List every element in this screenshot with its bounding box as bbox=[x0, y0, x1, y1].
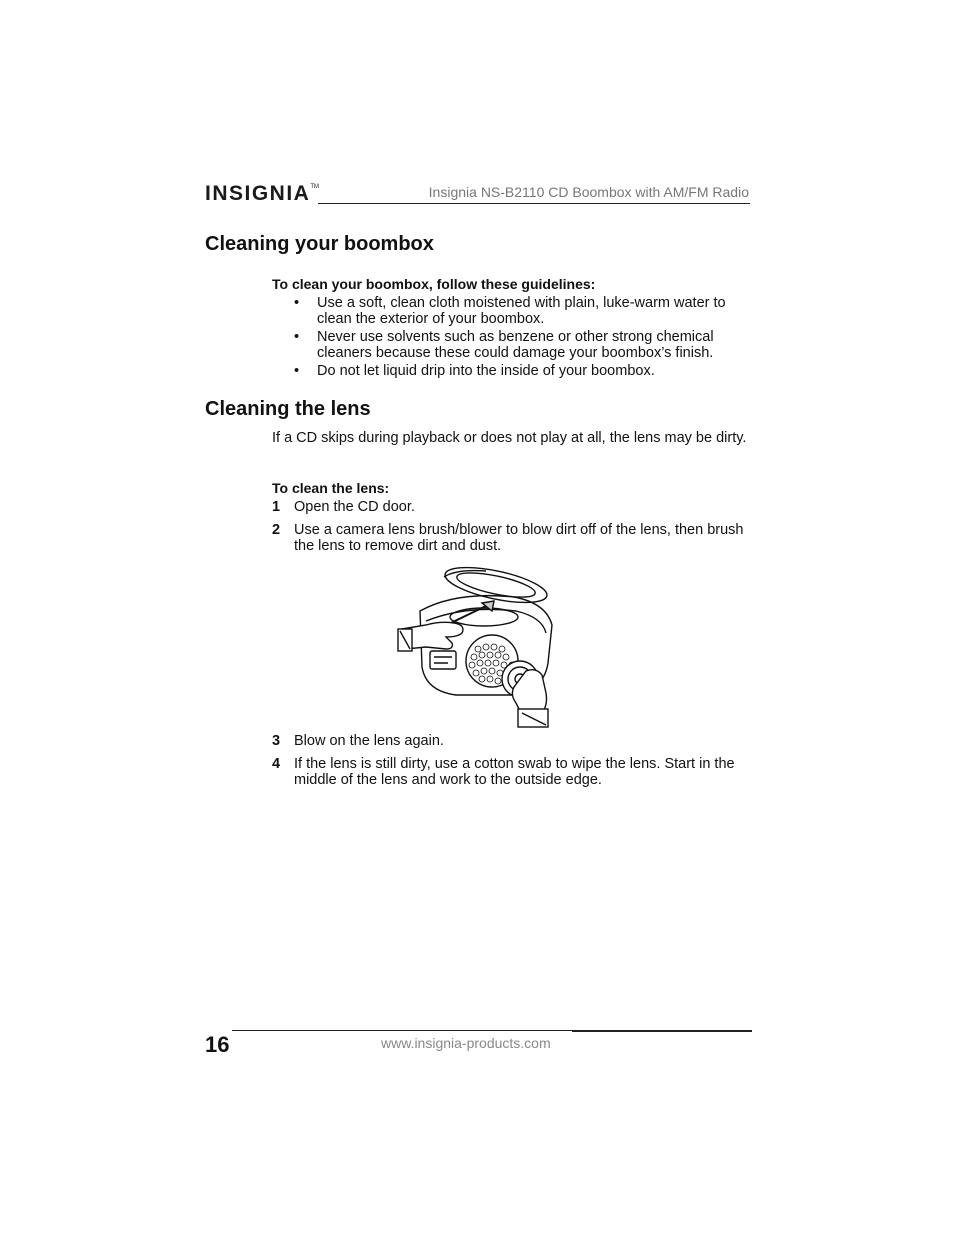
list-item: • Use a soft, clean cloth moistened with plain, luke-warm water to clean the exterior of your boombox. bbox=[294, 295, 750, 327]
footer-url: www.insignia-products.com bbox=[381, 1035, 551, 1051]
lens-steps-list-a bbox=[272, 499, 752, 554]
list-item: • Do not let liquid drip into the inside of your boombox. bbox=[294, 363, 750, 379]
step-text: If the lens is still dirty, use a cotton swab to wipe the lens. Start in the middle of the lens and work to the outside edge. bbox=[294, 756, 735, 788]
list-item bbox=[272, 522, 752, 554]
header-rule bbox=[318, 203, 750, 204]
boombox-guidelines-intro: To clean your boombox, follow these guidelines: bbox=[272, 276, 596, 292]
boombox-guidelines-list bbox=[294, 295, 750, 381]
section-heading-boombox: Cleaning your boombox bbox=[205, 233, 434, 255]
brand-logo bbox=[205, 182, 319, 206]
brand-logo-text: INSIGNIA bbox=[205, 182, 311, 205]
lens-steps-list-b bbox=[272, 733, 752, 788]
step-text: Open the CD door. bbox=[294, 499, 415, 515]
list-item bbox=[272, 499, 752, 515]
section-heading-lens: Cleaning the lens bbox=[205, 398, 371, 420]
step-number: 3 bbox=[272, 733, 281, 749]
step-number: 1 bbox=[272, 499, 281, 515]
list-item bbox=[272, 733, 752, 749]
step-text: Use a camera lens brush/blower to blow dirt off of the lens, then brush the lens to remove dirt and dust. bbox=[294, 522, 744, 554]
trademark-mark: TM bbox=[310, 184, 320, 190]
step-text: Blow on the lens again. bbox=[294, 733, 444, 749]
lens-intro-paragraph: If a CD skips during playback or does not play at all, the lens may be dirty. bbox=[272, 430, 747, 446]
document-title: Insignia NS-B2110 CD Boombox with AM/FM Radio bbox=[428, 184, 749, 200]
list-item bbox=[272, 756, 752, 788]
footer-rule bbox=[232, 1030, 572, 1031]
step-number: 4 bbox=[272, 756, 281, 772]
list-item: • Never use solvents such as benzene or other strong chemical cleaners because these could damage your boombox’s finish. bbox=[294, 329, 750, 361]
footer-rule-bold bbox=[572, 1030, 752, 1032]
step-number: 2 bbox=[272, 522, 281, 538]
lens-steps-intro: To clean the lens: bbox=[272, 480, 390, 496]
page-number: 16 bbox=[205, 1032, 230, 1057]
lens-cleaning-illustration bbox=[396, 563, 558, 730]
